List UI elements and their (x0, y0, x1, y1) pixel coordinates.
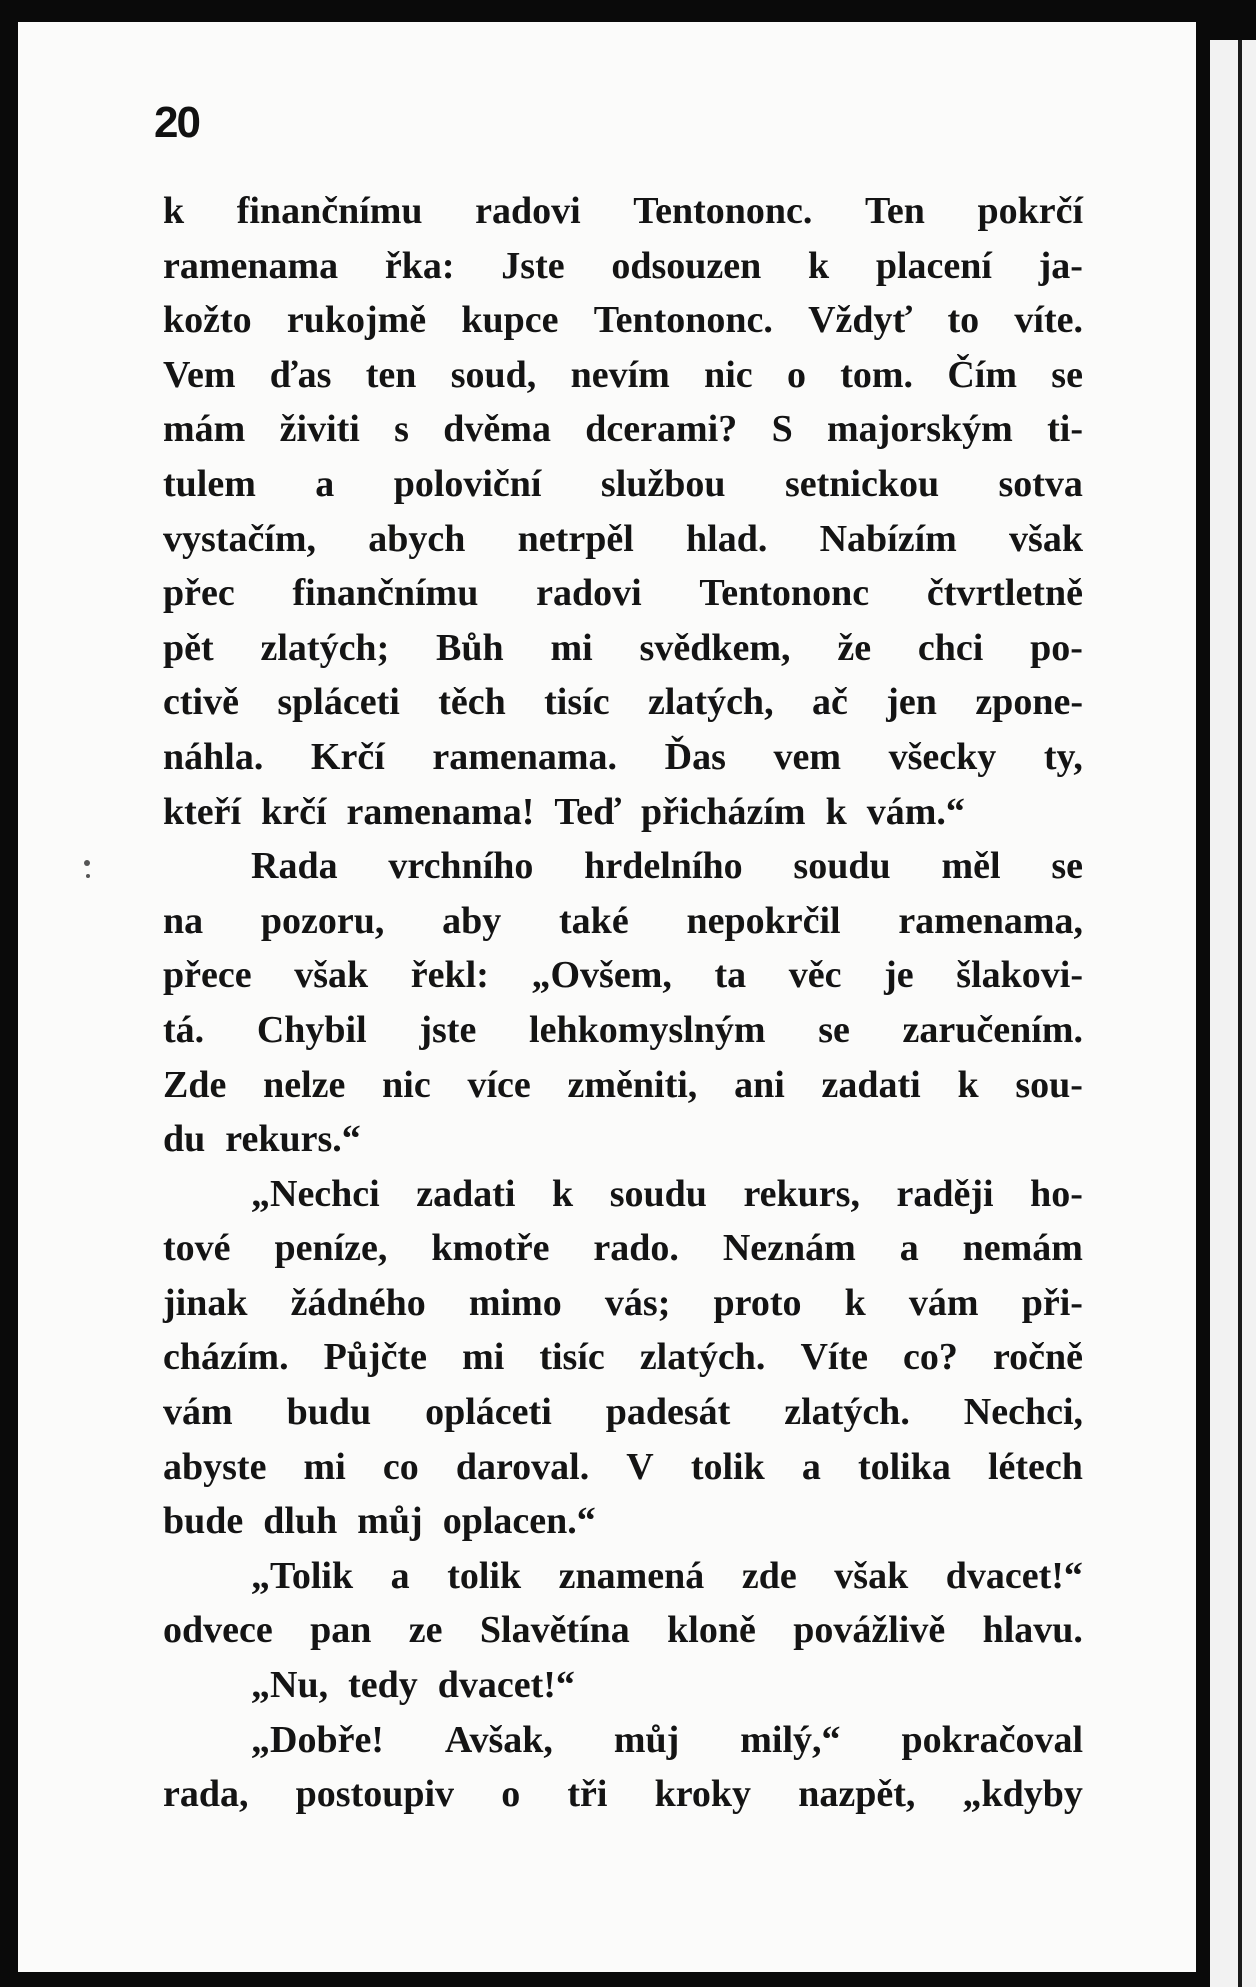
text-line: pět zlatých; Bůh mi svědkem, že chci po- (163, 626, 1083, 669)
text-line: bude dluh můj oplacen.“ (163, 1500, 596, 1543)
facing-page-edge (1210, 40, 1256, 1987)
body-text (163, 184, 1083, 1822)
ink-speck (84, 860, 90, 866)
text-line: abyste mi co daroval. V tolik a tolika létech (163, 1445, 1083, 1488)
text-line: du rekurs.“ (163, 1118, 361, 1161)
text-line: rada, postoupiv o tři kroky nazpět, „kdyby (163, 1773, 1083, 1816)
text-line: tulem a poloviční službou setnickou sotva (163, 462, 1083, 505)
text-line: odvece pan ze Slavětína kloně povážlivě hlavu. (163, 1609, 1083, 1652)
text-line: tové peníze, kmotře rado. Neznám a nemám (163, 1227, 1083, 1270)
text-line: náhla. Krčí ramenama. Ďas vem všecky ty, (163, 735, 1083, 778)
text-line: „Nechci zadati k soudu rekurs, raději ho- (251, 1172, 1083, 1215)
text-line: kteří krčí ramenama! Teď přicházím k vám.“ (163, 790, 965, 833)
text-line: Rada vrchního hrdelního soudu měl se (251, 845, 1083, 888)
text-line: přec finančnímu radovi Tentononc čtvrtletně (163, 572, 1083, 615)
text-line: kožto rukojmě kupce Tentononc. Vždyť to víte. (163, 299, 1083, 342)
text-line: „Nu, tedy dvacet!“ (251, 1664, 575, 1707)
text-line: na pozoru, aby také nepokrčil ramenama, (163, 899, 1083, 942)
text-line: jinak žádného mimo vás; proto k vám při- (163, 1281, 1083, 1324)
ink-speck (86, 874, 90, 878)
text-line: cházím. Půjčte mi tisíc zlatých. Víte co? ročně (163, 1336, 1083, 1379)
text-line: k finančnímu radovi Tentononc. Ten pokrčí (163, 190, 1083, 232)
text-line: Vem ďas ten soud, nevím nic o tom. Čím se (163, 353, 1083, 396)
text-line: Zde nelze nic více změniti, ani zadati k sou- (163, 1063, 1083, 1106)
text-line: „Dobře! Avšak, můj milý,“ pokračoval (251, 1718, 1083, 1761)
text-line: přece však řekl: „Ovšem, ta věc je šlakovi- (163, 954, 1083, 997)
text-line: vystačím, abych netrpěl hlad. Nabízím však (163, 517, 1083, 560)
book-spine-line (1238, 40, 1242, 1987)
text-line: ramenama řka: Jste odsouzen k placení ja- (163, 244, 1083, 287)
text-line: mám živiti s dvěma dcerami? S majorským ti- (163, 408, 1083, 451)
text-line: „Tolik a tolik znamená zde však dvacet!“ (251, 1554, 1083, 1597)
text-line: vám budu opláceti padesát zlatých. Nechci, (163, 1391, 1083, 1434)
text-line: ctivě spláceti těch tisíc zlatých, ač jen zpone- (163, 681, 1083, 724)
text-line: tá. Chybil jste lehkomyslným se zaručením. (163, 1008, 1083, 1051)
page-number: 20 (154, 98, 199, 147)
